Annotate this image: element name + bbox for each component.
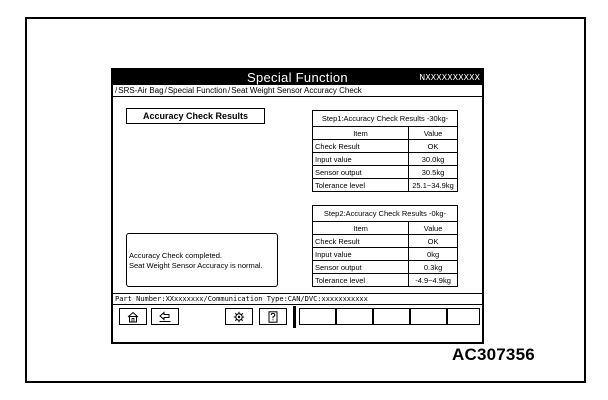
row-item: Tolerance level [313, 274, 409, 287]
row-item: Sensor output [313, 166, 409, 179]
row-item: Tolerance level [313, 179, 409, 192]
row-value: 30.0kg [409, 153, 458, 166]
table-row [313, 235, 458, 248]
table-row [313, 166, 458, 179]
home-icon [127, 311, 139, 323]
row-value: OK [409, 235, 458, 248]
function-key-3[interactable] [373, 308, 410, 325]
table-title-row [313, 206, 458, 222]
table-row [313, 179, 458, 192]
results-heading: Accuracy Check Results [126, 108, 265, 124]
back-button[interactable] [151, 308, 179, 325]
breadcrumb-item-srs-air-bag[interactable]: SRS-Air Bag [118, 86, 164, 95]
table-row [313, 274, 458, 287]
table-header-row [313, 127, 458, 140]
col-item-header: Item [313, 222, 409, 235]
function-key-5[interactable] [447, 308, 480, 325]
toolbar-spacer [183, 308, 223, 325]
row-value: OK [409, 140, 458, 153]
step1-results-table [312, 110, 458, 192]
table-row [313, 140, 458, 153]
row-item: Input value [313, 248, 409, 261]
toolbar-divider [293, 306, 296, 328]
step2-title: Step2:Accuracy Check Results -0kg- [313, 206, 458, 222]
row-item: Input value [313, 153, 409, 166]
figure-code: AC307356 [452, 345, 535, 364]
message-box [126, 233, 278, 287]
help-button[interactable] [259, 308, 287, 325]
col-value-header: Value [409, 127, 458, 140]
col-item-header: Item [313, 127, 409, 140]
page-title: Special Function [247, 70, 348, 85]
row-item: Sensor output [313, 261, 409, 274]
table-row [313, 248, 458, 261]
help-icon [268, 311, 278, 323]
breadcrumb-sep: / [164, 86, 167, 95]
col-value-header: Value [409, 222, 458, 235]
table-header-row [313, 222, 458, 235]
row-item: Check Result [313, 140, 409, 153]
message-line-1: Accuracy Check completed. [129, 251, 222, 260]
function-key-1[interactable] [299, 308, 336, 325]
settings-button[interactable] [225, 308, 253, 325]
toolbar [113, 306, 482, 328]
home-button[interactable] [119, 308, 147, 325]
row-item: Check Result [313, 235, 409, 248]
breadcrumb-sep: / [115, 86, 118, 95]
back-icon [158, 311, 172, 323]
status-bar: Part Number:XXxxxxxxx/Communication Type:CAN/DVC:xxxxxxxxxxx [113, 293, 482, 305]
row-value: 0kg [409, 248, 458, 261]
table-row [313, 261, 458, 274]
table-title-row [313, 111, 458, 127]
row-value: -4.9~4.9kg [409, 274, 458, 287]
row-value: 30.5kg [409, 166, 458, 179]
message-line-2: Seat Weight Sensor Accuracy is normal. [129, 261, 263, 270]
step2-results-table [312, 205, 458, 287]
breadcrumb-divider [113, 96, 482, 97]
step1-title: Step1:Accuracy Check Results -30kg- [313, 111, 458, 127]
function-key-4[interactable] [410, 308, 447, 325]
table-row [313, 153, 458, 166]
row-value: 0.3kg [409, 261, 458, 274]
breadcrumb-item-accuracy-check: Seat Weight Sensor Accuracy Check [231, 86, 362, 95]
title-bar [113, 70, 482, 85]
gear-icon [233, 311, 245, 323]
vin-label: NXXXXXXXXXX [419, 73, 480, 82]
breadcrumb-sep: / [227, 86, 231, 95]
tool-screen [111, 68, 484, 344]
row-value: 25.1~34.9kg [409, 179, 458, 192]
breadcrumb-item-special-function[interactable]: Special Function [167, 86, 227, 95]
breadcrumb [115, 85, 363, 96]
function-key-2[interactable] [336, 308, 373, 325]
